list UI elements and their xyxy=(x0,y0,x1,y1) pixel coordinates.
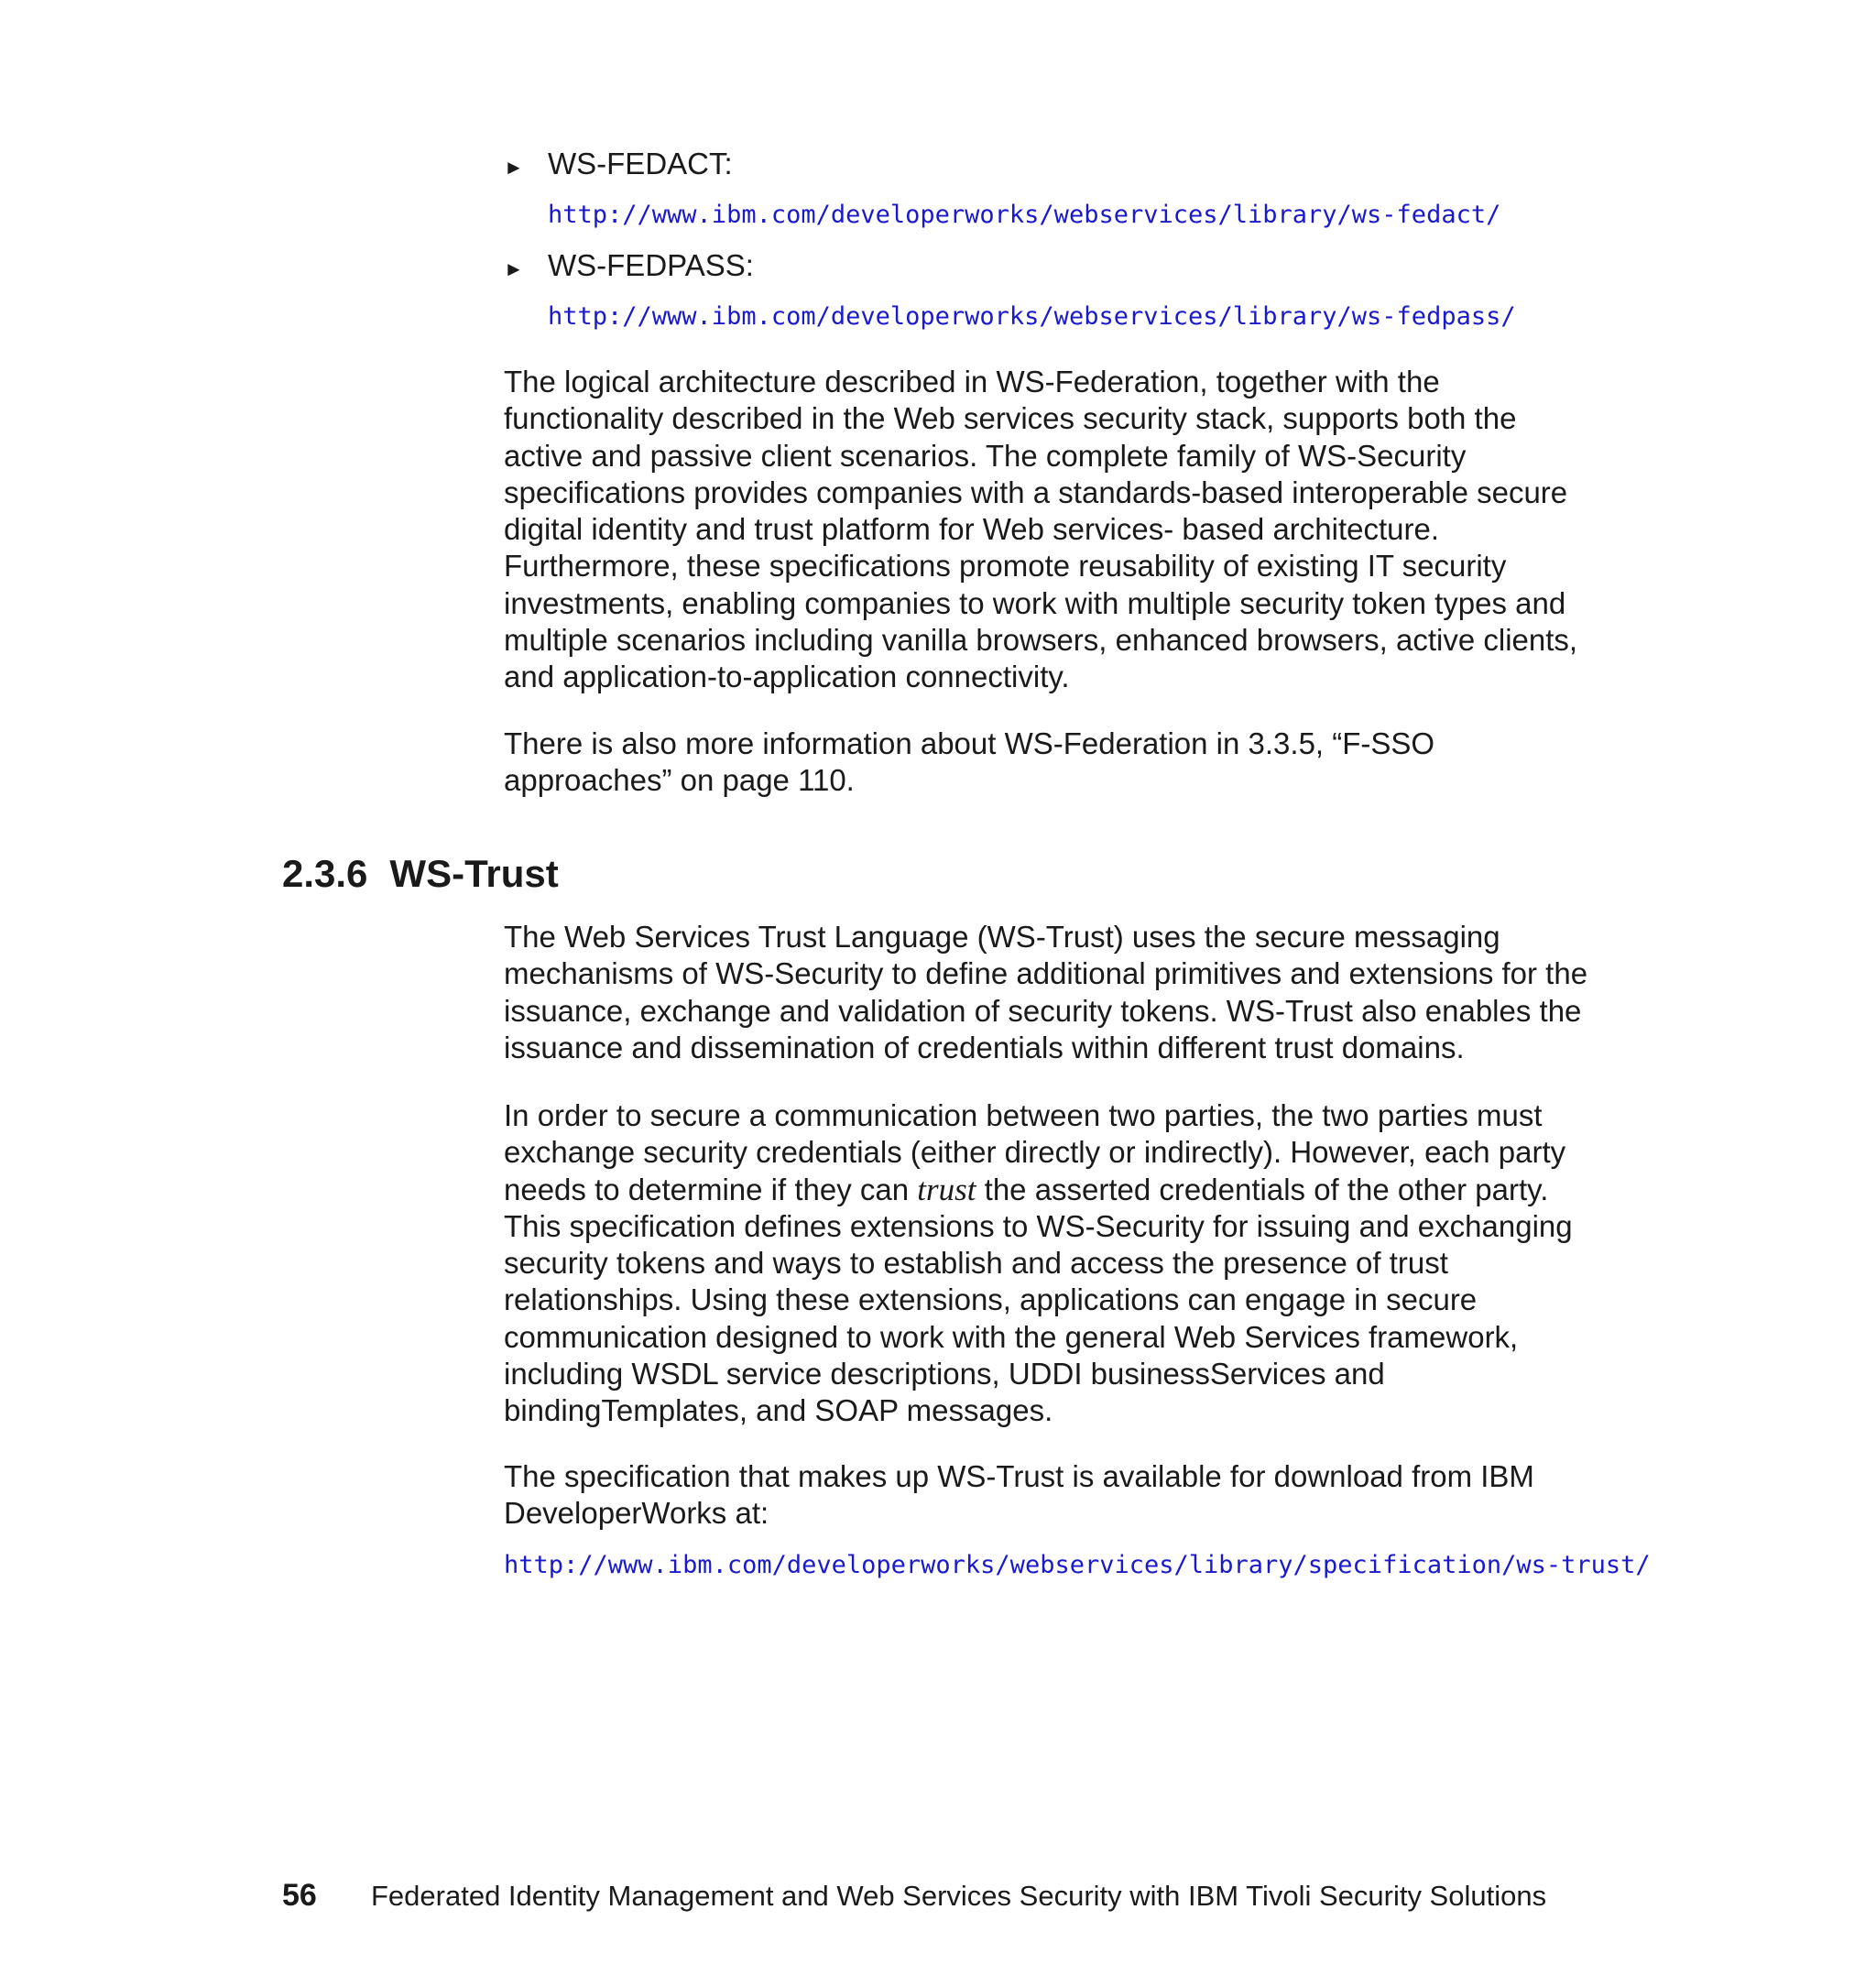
paragraph-ws-trust-intro: The Web Services Trust Language (WS-Trust) uses the secure messaging mechanisms of WS-Security to define additional primitives and extensions for the issuance, exchange and validation of security tokens. WS-Trust also enables the issuance and dissemination of credentials within different trust domains. xyxy=(504,920,1588,1064)
ws-fedpass-link[interactable]: http://www.ibm.com/developerworks/webservices/library/ws-fedpass/ xyxy=(548,302,1516,331)
section-number: 2.3.6 xyxy=(282,852,368,895)
bullet-label: WS-FEDACT: xyxy=(548,147,733,180)
paragraph-ws-federation-architecture: The logical architecture described in WS-Federation, together with the functionality described in the Web services security stack, supports both the active and passive client scenarios. The complete family of WS-Security specifications provides companies with a standards-based interoperable secure digital identity and trust platform for Web services- based architecture. Furthermore, these specifications promote reusability of existing IT security investments, enabling companies to work with multiple security token types and multiple scenarios including vanilla browsers, enhanced browsers, active clients, and application-to-application connectivity. xyxy=(504,365,1578,694)
emphasis-trust: trust xyxy=(917,1171,976,1207)
paragraph-ws-trust-details xyxy=(504,1097,1603,1430)
bullet-item-ws-fedact xyxy=(504,147,733,181)
book-title: Federated Identity Management and Web Services Security with IBM Tivoli Security Solutions xyxy=(371,1880,1547,1912)
page-number: 56 xyxy=(282,1878,317,1913)
bullet-label: WS-FEDPASS: xyxy=(548,248,754,282)
bullet-item-ws-fedpass xyxy=(504,248,754,283)
paragraph-ws-federation-reference: There is also more information about WS-Federation in 3.3.5, “F-SSO approaches” on page 110. xyxy=(504,726,1435,798)
ws-fedact-link[interactable]: http://www.ibm.com/developerworks/webservices/library/ws-fedact/ xyxy=(548,201,1501,229)
page-footer xyxy=(282,1878,1546,1914)
section-heading xyxy=(282,852,559,896)
ws-trust-link[interactable]: http://www.ibm.com/developerworks/webservices/library/specification/ws-trust/ xyxy=(504,1551,1651,1579)
paragraph-ws-trust-download: The specification that makes up WS-Trust is available for download from IBM DeveloperWorks at: xyxy=(504,1459,1534,1531)
bullet-arrow-icon: ► xyxy=(504,257,524,280)
section-title: WS-Trust xyxy=(389,852,559,895)
bullet-arrow-icon: ► xyxy=(504,156,524,179)
paragraph-text: the asserted credentials of the other party. This specification defines extensions to WS-Security for issuing and exchanging security tokens and ways to establish and access the presence of trust relationships. Using these extensions, applications can engage in secure communication designed to work with the general Web Services framework, including WSDL service descriptions, UDDI businessServices and bindingTemplates, and SOAP messages. xyxy=(504,1172,1573,1428)
paragraph-text: In order to secure a communication between two parties, the two parties must exchange security credentials (either directly or indirectly). However, each party needs to determine if they can xyxy=(504,1098,1566,1206)
